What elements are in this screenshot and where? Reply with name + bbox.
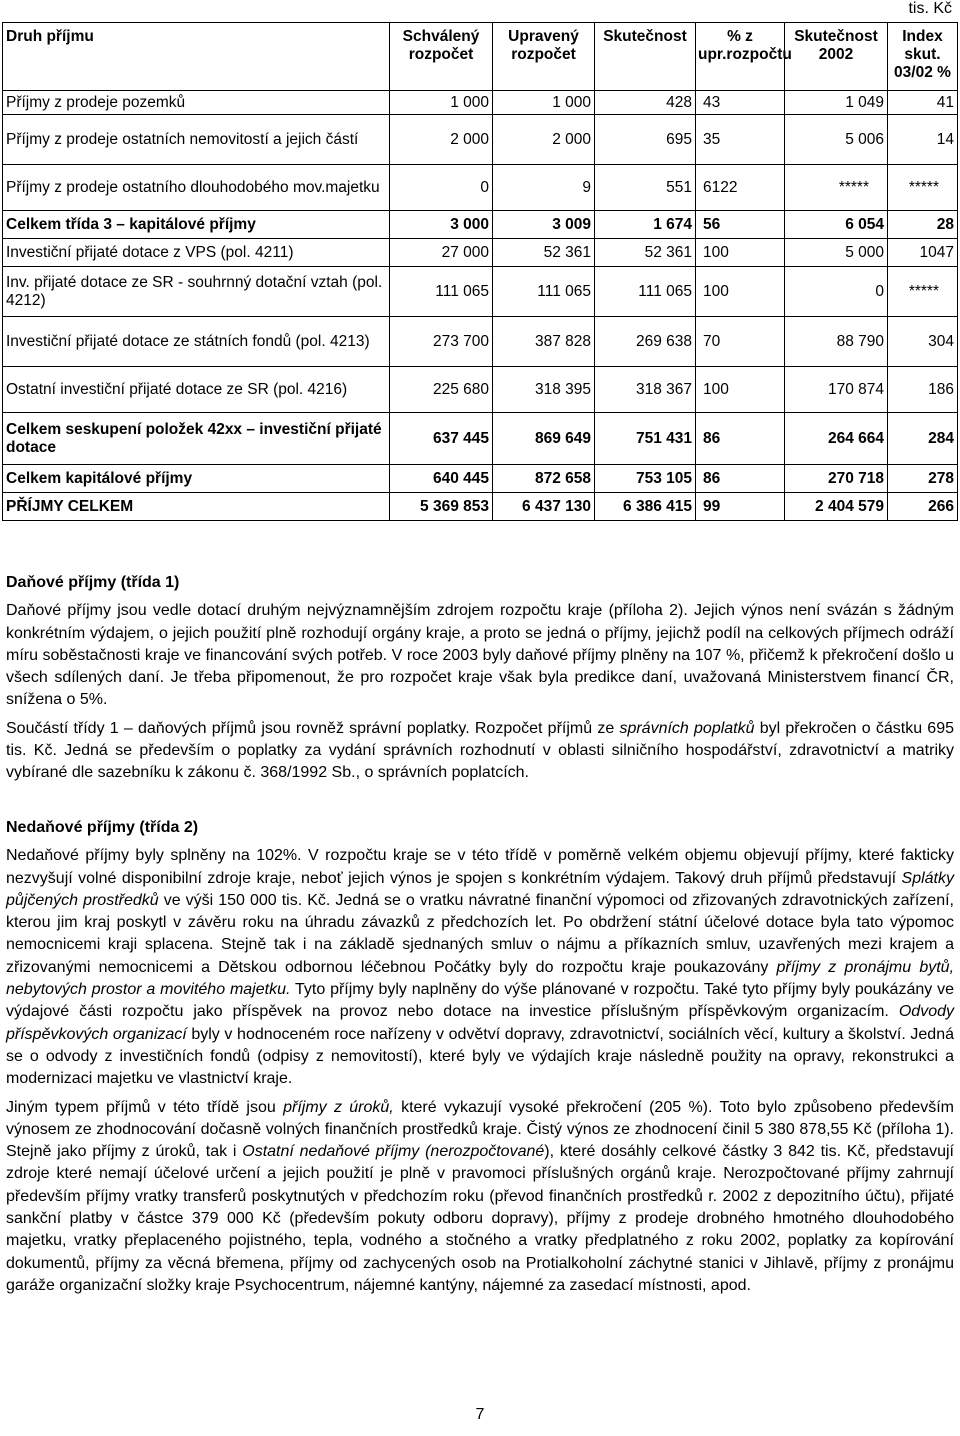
section-non-tax-revenue — [6, 817, 954, 1297]
table-row: Inv. přijaté dotace ze SR - souhrnný dotační vztah (pol. 4212) 111 065 111 065 111 065 100 0 ***** — [3, 267, 958, 317]
revenue-table — [2, 22, 958, 521]
unit-label: tis. Kč — [908, 0, 952, 17]
row-label: Inv. přijaté dotace ze SR - souhrnný dotační vztah (pol. 4212) — [3, 267, 390, 317]
row-label: Ostatní investiční přijaté dotace ze SR (pol. 4216) — [3, 367, 390, 413]
header-skutecnost-2002: Skutečnost 2002 — [785, 23, 888, 91]
table-row-grand-total: PŘÍJMY CELKEM 5 369 853 6 437 130 6 386 415 99 2 404 579 266 — [3, 493, 958, 521]
table-row-subtotal: Celkem třída 3 – kapitálové příjmy 3 000 3 009 1 674 56 6 054 28 — [3, 211, 958, 239]
header-index: Index skut. 03/02 % — [888, 23, 958, 91]
table-header-row — [3, 23, 958, 91]
table-row: Příjmy z prodeje ostatních nemovitostí a jejich částí 2 000 2 000 695 35 5 006 14 — [3, 115, 958, 165]
row-label: Příjmy z prodeje ostatního dlouhodobého mov.majetku — [3, 165, 390, 211]
row-label: PŘÍJMY CELKEM — [3, 493, 390, 521]
row-label: Celkem třída 3 – kapitálové příjmy — [3, 211, 390, 239]
table-row: Příjmy z prodeje ostatního dlouhodobého mov.majetku 0 9 551 6122 ***** ***** — [3, 165, 958, 211]
row-label: Celkem kapitálové příjmy — [3, 465, 390, 493]
section-tax-revenue — [6, 572, 954, 785]
table-row: Investiční přijaté dotace ze státních fondů (pol. 4213) 273 700 387 828 269 638 70 88 790 304 — [3, 317, 958, 367]
header-skutecnost: Skutečnost — [595, 23, 696, 91]
section-heading: Nedaňové příjmy (třída 2) — [6, 819, 199, 836]
section-heading: Daňové příjmy (třída 1) — [6, 574, 180, 591]
table-row: Investiční přijaté dotace z VPS (pol. 4211) 27 000 52 361 52 361 100 5 000 1047 — [3, 239, 958, 267]
header-upraveny: Upravený rozpočet — [493, 23, 595, 91]
header-pct-upr: % z upr.rozpočtu — [696, 23, 785, 91]
paragraph: Nedaňové příjmy byly splněny na 102%. V rozpočtu kraje se v této třídě v poměrně velkém objemu objevují příjmy, které fakticky nezvyšují volné disponibilní zdroje kraje, neboť jejich výnos je spojen s konkrétním výdajem. Takový druh příjmů představují Splátky půjčených prostředků ve výši 150 000 tis. Kč. Jedná se o vratku návratné finanční výpomoci od zřizovaných zdravotnických zařízení, kterou jim kraj poskytl v závěru roku na úhradu závazků z předchozích let. Po obdržení státní účelové dotace byla tato výpomoc nemocnicemi kraji splacena. Stejně tak i na základě sjednaných smluv o nájmu a příkazních smluv, uzavřených mezi krajem a zřizovanými nemocnicemi a Dětskou odbornou léčebnou Počátky byly do rozpočtu kraje poukazovány příjmy z pronájmu bytů, nebytových prostor a movitého majetku. Tyto příjmy byly naplněny do výše plánované v rozpočtu. Také tyto příjmy byly poukázány ve výdajové části rozpočtu jako příspěvek na provoz nebo dotace na investice příslušným příspěvkovým organizacím. Odvody příspěvkových organizací byly v hodnoceném roce nařízeny v odvětví dopravy, zdravotnictví, sociálních věcí, kultury a školství. Jedná se o odvody z investičních fondů (odpisy z nemovitostí), které byly ve výdajích kraje následně použity na opravy, rekonstrukci a modernizaci majetku ve vlastnictví kraje. — [6, 847, 955, 1088]
row-label: Investiční přijaté dotace ze státních fondů (pol. 4213) — [3, 317, 390, 367]
header-schvaleny: Schválený rozpočet — [390, 23, 493, 91]
row-label: Příjmy z prodeje pozemků — [3, 91, 390, 115]
row-label: Příjmy z prodeje ostatních nemovitostí a jejich částí — [3, 115, 390, 165]
row-label: Investiční přijaté dotace z VPS (pol. 4211) — [3, 239, 390, 267]
paragraph: Jiným typem příjmů v této třídě jsou příjmy z úroků, které vykazují vysoké překročení (205 %). Toto bylo způsobeno především výnosem ze zhodnocování dočasně volných finančních prostředků kraje. Čistý výnos ze zhodnocení činil 5 380 878,55 Kč (příloha 1). Stejně jako příjmy z úroků, tak i Ostatní nedaňové příjmy (nerozpočtované), které dosáhly celkové částky 3 842 tis. Kč, představují zdroje které nemají účelové určení a jejich použití je plně v pravomoci příslušných orgánů kraje. Nerozpočtované příjmy zahrnují především příjmy vratky transferů poskytnutých v předchozím roku (převod finančních prostředků r. 2002 z depozitního účtu), přijaté sankční platby v částce 379 000 Kč (především pokuty odboru dopravy), příjmy z prodeje drobného hmotného dlouhodobého majetku, vratky přeplaceného pojistného, tepla, vodného a stočného a vratky předplatného z roku 2002, poplatky za kopírování dokumentů, příjmy za věcná břemena, příjmy od zachycených osob na Protialkoholní záchytné stanici v Jihlavě, příjmy z pronájmu garáže organizační složky kraje Psychocentrum, nájemné kantýny, nájemné za zasedací místnosti, apod. — [6, 1098, 955, 1294]
table-row-subtotal: Celkem seskupení položek 42xx – investiční přijaté dotace 637 445 869 649 751 431 86 264 664 284 — [3, 413, 958, 465]
table-row-total: Celkem kapitálové příjmy 640 445 872 658 753 105 86 270 718 278 — [3, 465, 958, 493]
paragraph: Součástí třídy 1 – daňových příjmů jsou rovněž správní poplatky. Rozpočet příjmů ze správních poplatků byl překročen o částku 695 tis. Kč. Jedná se především o poplatky za vydání správních rozhodnutí v oblasti silničního hospodářství, zdravotnictví a matriky vybírané dle sazebníku k zákonu č. 368/1992 Sb., o správních poplatcích. — [6, 719, 955, 782]
table-row: Ostatní investiční přijaté dotace ze SR (pol. 4216) 225 680 318 395 318 367 100 170 874 186 — [3, 367, 958, 413]
paragraph: Daňové příjmy jsou vedle dotací druhým nejvýznamnějším zdrojem rozpočtu kraje (příloha 2). Jejich výnos není svázán s žádným konkrétním výdajem, o jejich použití plně rozhodují orgány kraje, a proto se jedná o příjmy, jejichž podíl na celkových příjmech odráží míru soběstačnosti kraje ve financování svých potřeb. V roce 2003 byly daňové příjmy plněny na 107 %, přičemž k překročení došlo u všech sdílených daní. Je třeba připomenout, že pro rozpočet kraje však byla predikce daní, uvažovaná Ministerstvem financí ČR, snížena o 5%. — [6, 602, 954, 709]
header-druh-prijmu: Druh příjmu — [3, 23, 390, 91]
page-number: 7 — [475, 1406, 485, 1423]
table-row: Příjmy z prodeje pozemků 1 000 1 000 428 43 1 049 41 — [3, 91, 958, 115]
row-label: Celkem seskupení položek 42xx – investiční přijaté dotace — [3, 413, 390, 465]
